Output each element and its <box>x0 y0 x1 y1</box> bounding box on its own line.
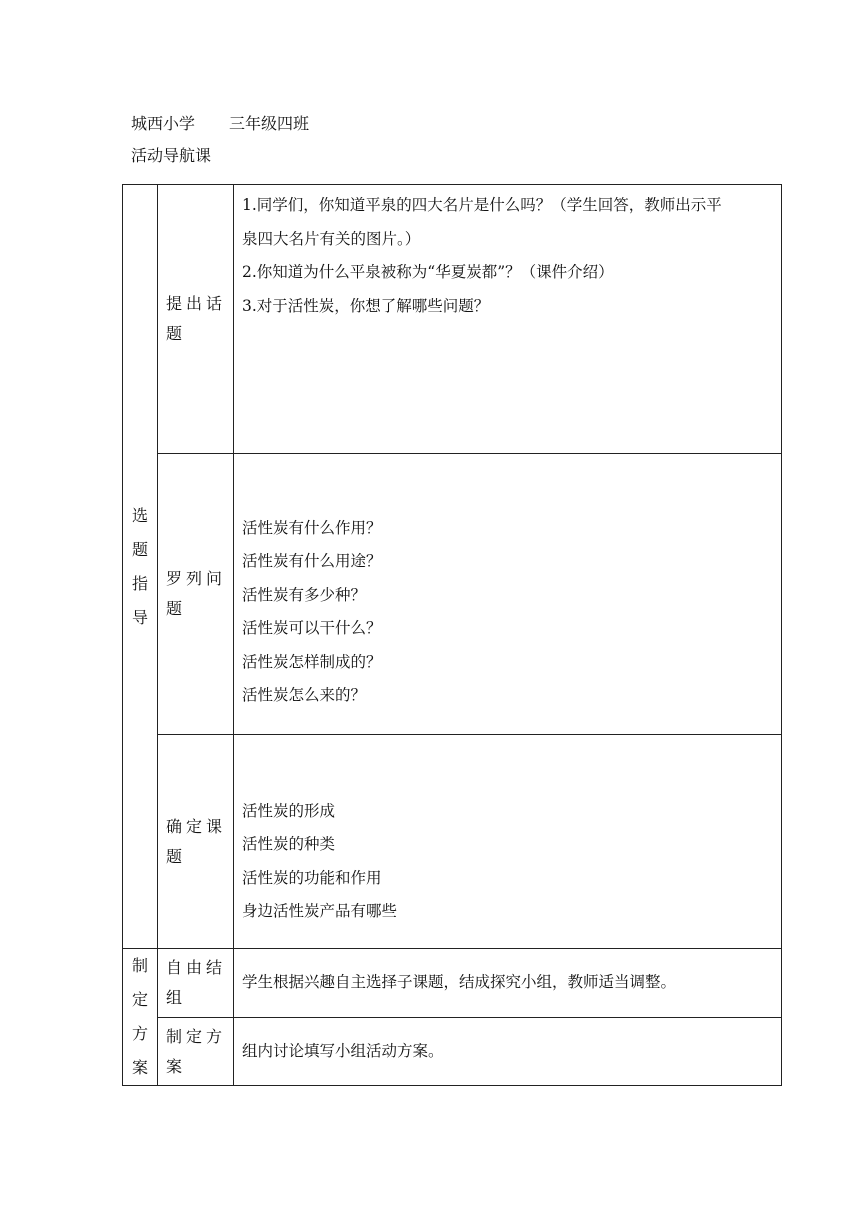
content-line: 活性炭怎样制成的？ <box>242 652 382 671</box>
step-label: 案 <box>166 1056 187 1076</box>
content-line: 组内讨论填写小组活动方案。 <box>242 1041 444 1060</box>
content-line: 活性炭怎么来的？ <box>242 686 367 704</box>
header-school-class <box>131 114 309 134</box>
stage-char: 题 <box>131 539 148 559</box>
step-list-questions <box>158 454 234 735</box>
content-define-topic <box>234 735 782 949</box>
content-line: 活性炭有什么用途？ <box>242 552 382 570</box>
content-free-grouping <box>234 949 782 1018</box>
content-line: 学生根据兴趣自主选择子课题，结成探究小组，教师适当调整。 <box>242 973 677 992</box>
step-raise-topic <box>158 185 234 454</box>
step-label: 罗列问 <box>166 569 227 588</box>
school-name: 城西小学 <box>131 114 196 133</box>
stage-char: 定 <box>131 990 148 1009</box>
content-list-questions <box>234 454 782 735</box>
class-name: 三年级四班 <box>229 114 310 133</box>
stage-char: 选 <box>131 505 148 525</box>
step-label: 题 <box>166 599 187 618</box>
stage-char: 制 <box>131 956 148 975</box>
content-line: 3.对于活性炭，你想了解哪些问题？ <box>242 296 490 315</box>
content-line: 活性炭有什么作用？ <box>242 518 382 537</box>
content-line: 活性炭的形成 <box>242 801 336 820</box>
table-row <box>123 949 782 1018</box>
stage-make-plan <box>123 949 158 1086</box>
stage-char: 指 <box>131 573 148 593</box>
content-make-plan <box>234 1018 782 1086</box>
step-label: 题 <box>166 324 187 343</box>
step-label: 组 <box>166 988 187 1007</box>
step-label: 制定方 <box>166 1026 227 1046</box>
step-free-grouping <box>158 949 234 1018</box>
stage-char: 方 <box>131 1024 148 1043</box>
lesson-plan-table <box>122 184 782 1086</box>
step-label: 确定课 <box>166 816 227 836</box>
stage-char: 案 <box>131 1058 148 1077</box>
stage-topic-guidance <box>123 185 158 949</box>
content-line: 活性炭有多少种？ <box>242 585 367 604</box>
content-line: 身边活性炭产品有哪些 <box>242 902 398 920</box>
step-make-plan <box>158 1018 234 1086</box>
stage-char: 导 <box>131 607 148 627</box>
table-row <box>123 1018 782 1086</box>
table-row <box>123 735 782 949</box>
content-line: 2.你知道为什么平泉被称为“华夏炭都”？（课件介绍） <box>242 263 614 281</box>
step-label: 题 <box>166 846 187 866</box>
step-label: 提出话 <box>166 294 227 313</box>
content-line: 活性炭的功能和作用 <box>242 868 382 887</box>
content-line: 泉四大名片有关的图片。） <box>242 229 421 248</box>
step-define-topic <box>158 735 234 949</box>
content-line: 1.同学们，你知道平泉的四大名片是什么吗？（学生回答，教师出示平 <box>242 196 722 214</box>
table-row <box>123 185 782 454</box>
content-raise-topic <box>234 185 782 454</box>
step-label: 自由结 <box>166 958 227 977</box>
content-line: 活性炭的种类 <box>242 835 336 853</box>
content-line: 活性炭可以干什么？ <box>242 619 382 637</box>
course-title: 活动导航课 <box>131 146 212 165</box>
table-row <box>123 454 782 735</box>
